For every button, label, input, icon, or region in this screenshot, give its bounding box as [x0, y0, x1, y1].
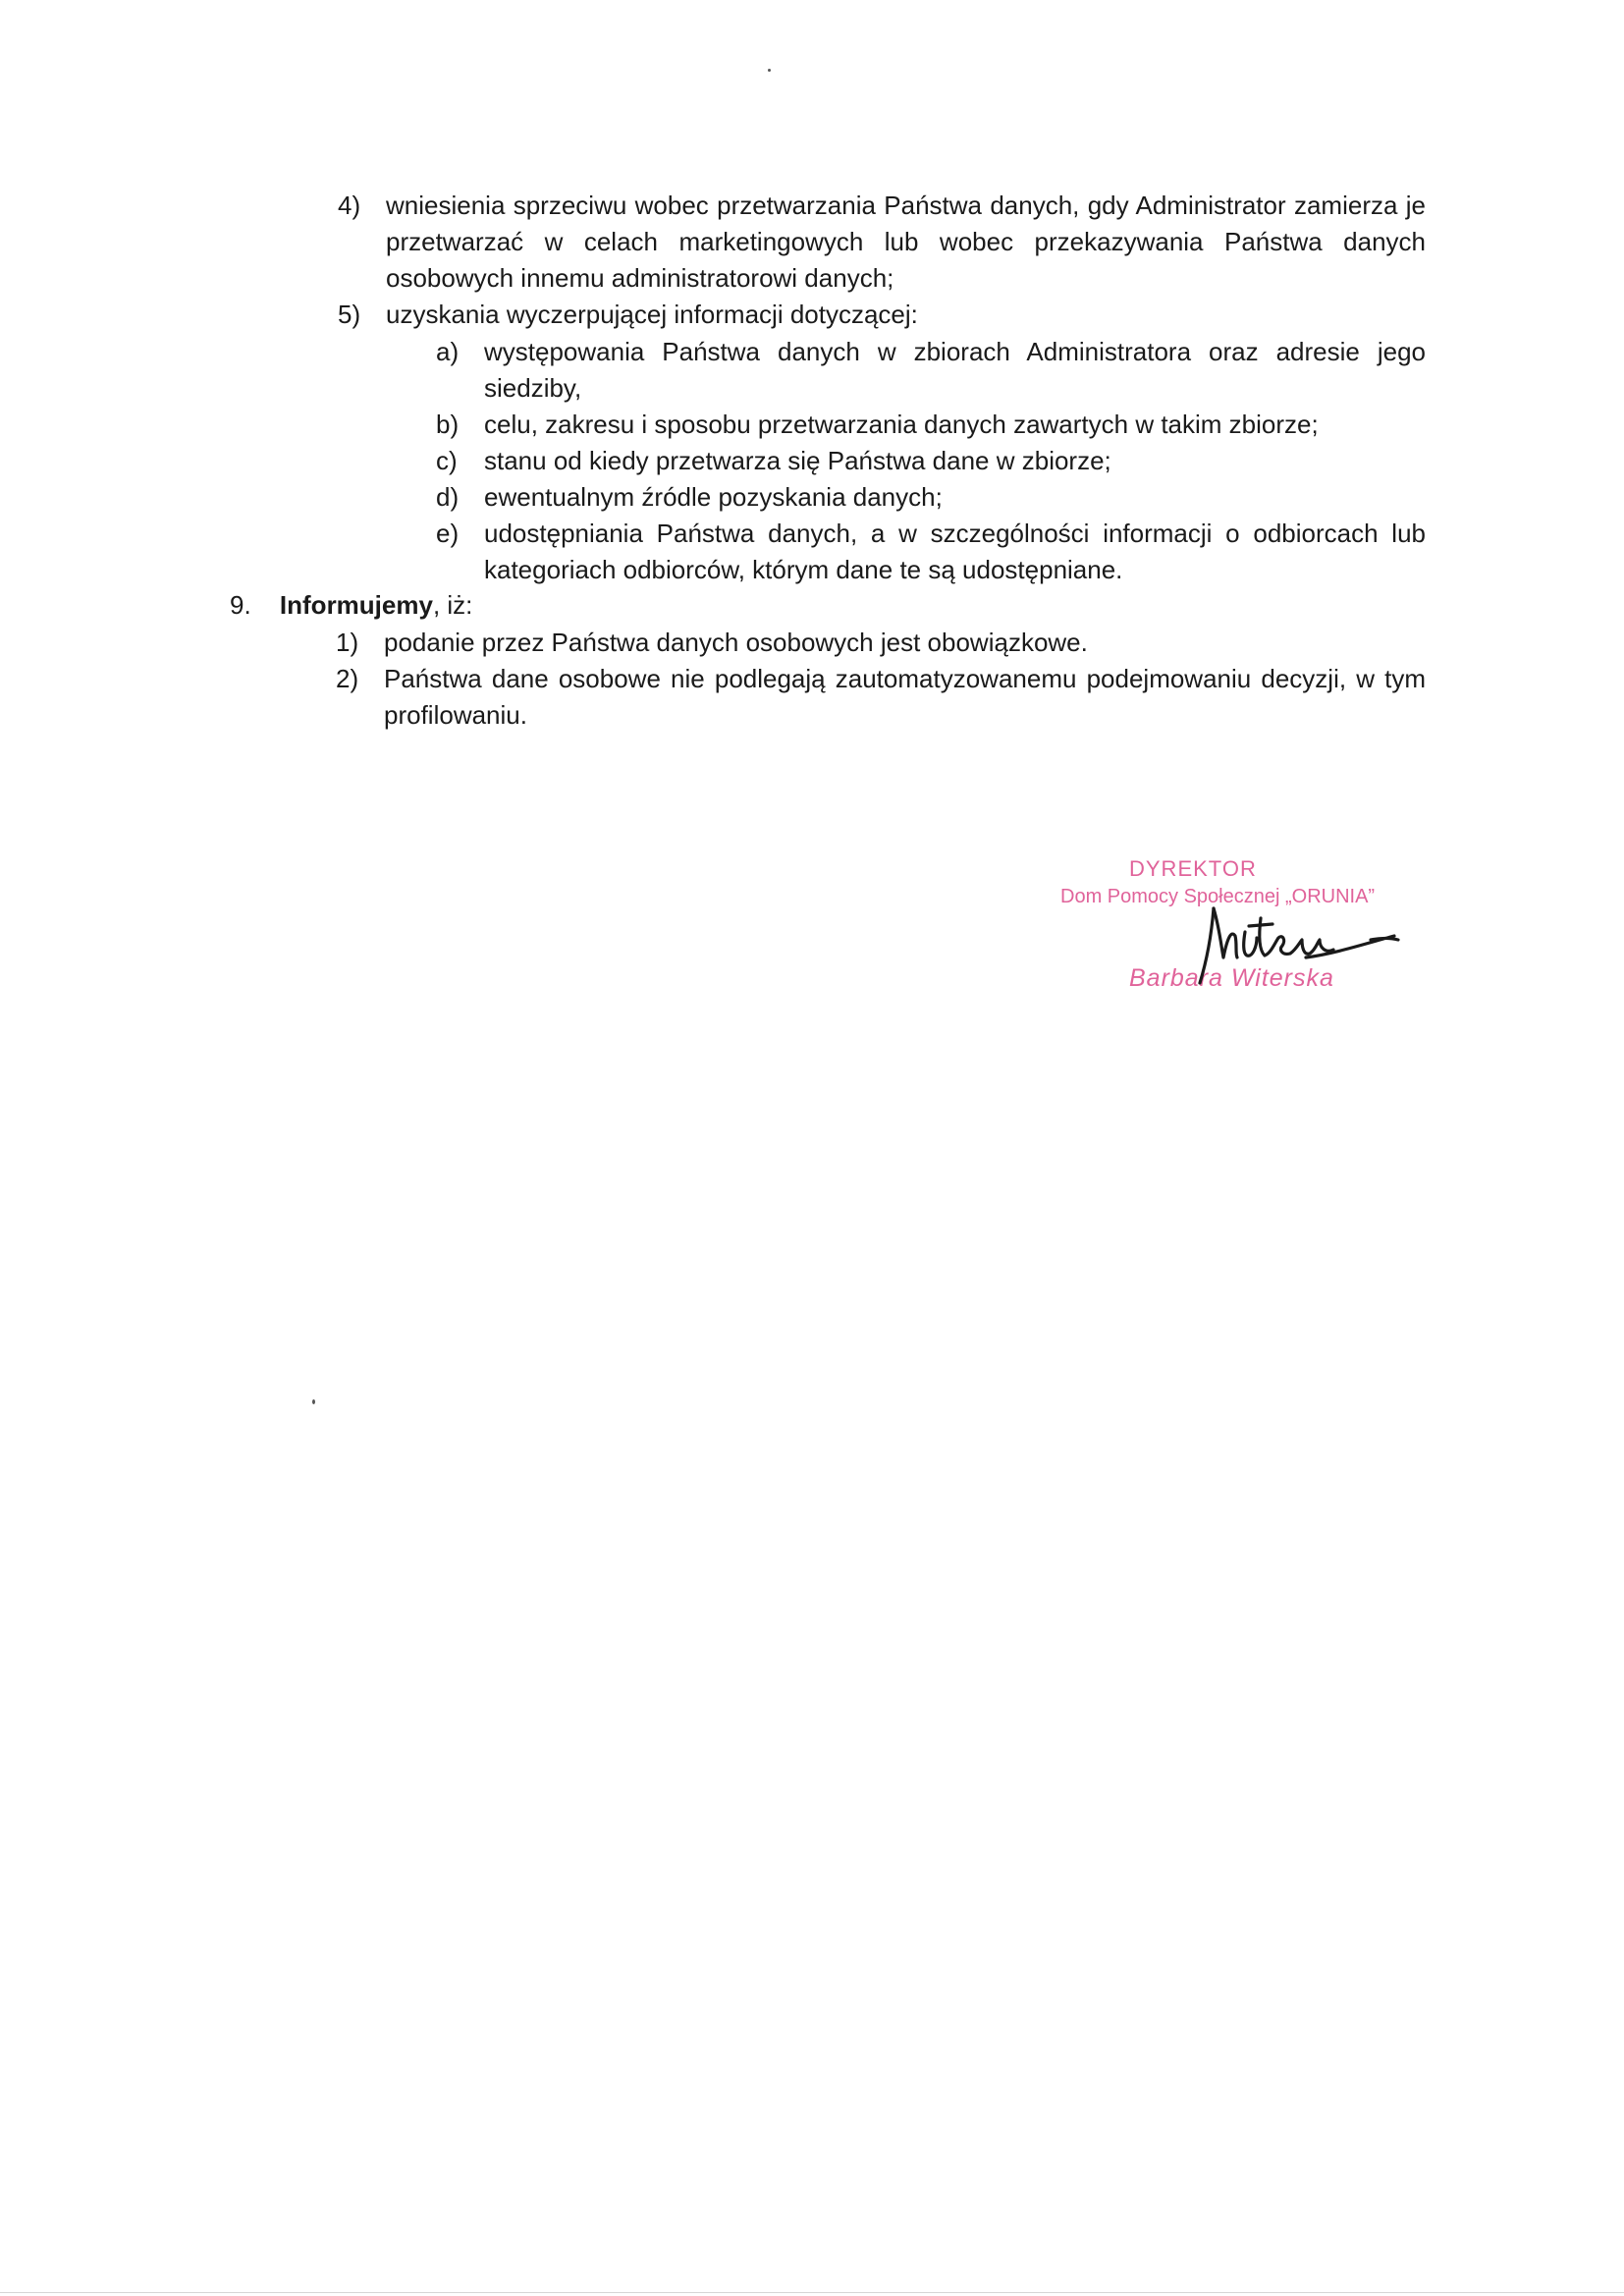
list-item-4	[338, 188, 1426, 297]
section-heading-rest: , iż:	[432, 590, 473, 620]
page-bottom-edge	[0, 2292, 1624, 2293]
list-item-5	[338, 297, 1426, 333]
list-text: wniesienia sprzeciwu wobec przetwarzania Państwa danych, gdy Administrator zamierza je przetwarzać w celach marketingowych lub wobec przekazywania Państwa danych osobowych innemu administratorowi danych;	[386, 191, 1426, 293]
sublist-text: ewentualnym źródle pozyskania danych;	[484, 482, 943, 512]
sublist-text: udostępniania Państwa danych, a w szczególności informacji o odbiorcach lub kategoriach odbiorców, którym dane te są udostępniane.	[484, 519, 1426, 584]
scan-artifact-dot	[312, 1399, 315, 1404]
list-number: 5)	[338, 300, 361, 329]
sublist-text: celu, zakresu i sposobu przetwarzania danych zawartych w takim zbiorze;	[484, 410, 1319, 439]
list-text: uzyskania wyczerpującej informacji dotyczącej:	[386, 300, 918, 329]
handwritten-signature-icon	[1188, 889, 1404, 987]
scan-artifact-dot	[768, 69, 771, 72]
section-9-heading	[230, 587, 1408, 624]
list-item	[336, 625, 1426, 661]
section-9-list	[336, 625, 1426, 734]
stamp-title: DYREKTOR	[1129, 856, 1257, 881]
sublist-item-e	[436, 516, 1426, 588]
sublist-item-d	[436, 479, 1426, 516]
list-number: 4)	[338, 191, 361, 220]
sublist-text: stanu od kiedy przetwarza się Państwa dane w zbiorze;	[484, 446, 1111, 475]
section-heading-bold: Informujemy	[279, 590, 433, 620]
sublist-letter: a)	[436, 337, 460, 366]
sublist-letter: d)	[436, 482, 460, 512]
sublist-letter: c)	[436, 446, 458, 475]
sublist-letter: e)	[436, 519, 460, 548]
section-number: 9.	[230, 590, 251, 620]
stamp-name: Barbara Witerska	[1129, 964, 1334, 992]
list-number: 1)	[336, 628, 359, 657]
list-number: 2)	[336, 664, 359, 693]
list-text: Państwa dane osobowe nie podlegają zautomatyzowanemu podejmowaniu decyzji, w tym profilowaniu.	[384, 664, 1426, 730]
stamp-organization: Dom Pomocy Społecznej „ORUNIA”	[1060, 886, 1376, 907]
sublist-letter: b)	[436, 410, 460, 439]
sublist-text: występowania Państwa danych w zbiorach Administratora oraz adresie jego siedziby,	[484, 337, 1426, 403]
sublist-item-c	[436, 443, 1426, 479]
list-text: podanie przez Państwa danych osobowych jest obowiązkowe.	[384, 628, 1088, 657]
sublist	[436, 334, 1426, 588]
list-item	[336, 661, 1426, 734]
sublist-item-b	[436, 407, 1426, 443]
sublist-item-a	[436, 334, 1426, 407]
